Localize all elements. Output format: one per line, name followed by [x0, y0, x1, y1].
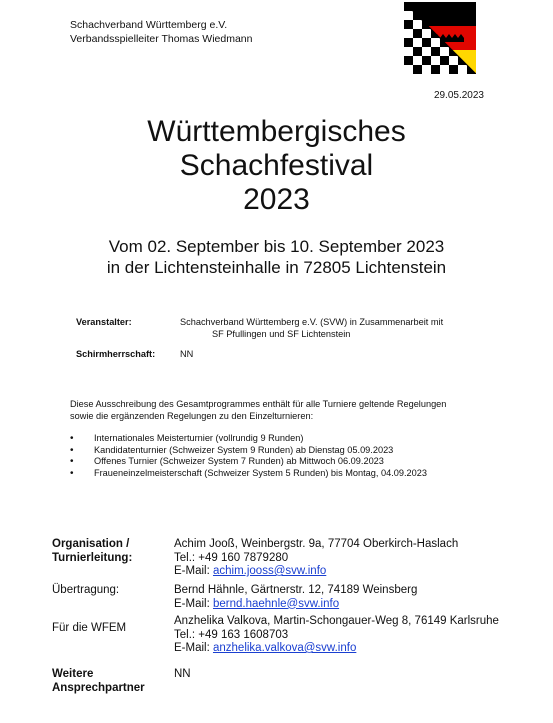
contact-broadcast-details	[174, 584, 544, 611]
sender-organization: Schachverband Württemberg e.V.	[70, 19, 228, 31]
subtitle-dates: Vom 02. September bis 10. September 2023	[108, 237, 445, 256]
label-line: Ansprechpartner	[52, 681, 145, 694]
patronage-value: NN	[180, 349, 194, 359]
subtitle-location: in der Lichtensteinhalle in 72805 Lichtenstein	[106, 258, 447, 277]
email-prefix: E-Mail:	[174, 642, 213, 654]
contact-further-label	[52, 668, 162, 695]
contact-name: Anzhelika Valkova, Martin-Schongauer-Weg 8, 76149 Karlsruhe	[174, 615, 499, 627]
label-line: Turnierleitung:	[52, 551, 133, 564]
document-date: 29.05.2023	[433, 90, 484, 101]
contact-phone: Tel.: +49 160 7879280	[174, 551, 289, 564]
contact-broadcast-label: Übertragung:	[52, 584, 120, 596]
organizer-line-2: SF Pfullingen und SF Lichtenstein	[212, 329, 351, 339]
list-item: • Fraueneinzelmeisterschaft (Schweizer System 5 Runden) bis Montag, 04.09.2023	[70, 468, 510, 480]
contact-further-value: NN	[174, 668, 191, 680]
svw-logo-icon	[404, 2, 476, 74]
patronage-label: Schirmherrschaft:	[76, 349, 156, 359]
intro-line-1: Diese Ausschreibung des Gesamtprogrammes enthält für alle Turniere geltende Regelungen	[70, 399, 447, 409]
document-title	[0, 115, 553, 217]
email-prefix: E-Mail:	[174, 597, 213, 610]
list-item: • Offenes Turnier (Schweizer System 7 Runden) ab Mittwoch 06.09.2023	[70, 456, 510, 468]
event-dates-location	[0, 236, 553, 278]
email-link[interactable]: bernd.haehnle@svw.info	[212, 597, 340, 610]
contact-email-line	[174, 642, 544, 656]
title-line-1: Württembergisches	[147, 115, 406, 148]
title-line-2: Schachfestival	[179, 149, 374, 182]
title-year: 2023	[243, 183, 310, 216]
list-item: • Internationales Meisterturnier (vollrundig 9 Runden)	[70, 433, 510, 445]
intro-line-2: sowie die ergänzenden Regelungen zu den Einzelturnieren:	[70, 411, 314, 421]
label-line: Weitere	[52, 668, 94, 680]
contact-name: Achim Jooß, Weinbergstr. 9a, 77704 Oberkirch-Haslach	[174, 538, 459, 550]
contact-name: Bernd Hähnle, Gärtnerstr. 12, 74189 Weinsberg	[174, 584, 418, 596]
contact-email-line	[174, 598, 544, 612]
list-item: • Kandidatenturnier (Schweizer System 9 Runden) ab Dienstag 05.09.2023	[70, 445, 510, 457]
email-link[interactable]: achim.jooss@svw.info	[212, 565, 327, 577]
label-line: Organisation /	[52, 538, 130, 550]
contact-wfem-label: Für die WFEM	[52, 622, 127, 634]
sender-person: Verbandsspielleiter Thomas Wiedmann	[70, 33, 253, 45]
organizer-label: Veranstalter:	[76, 317, 132, 327]
sender-block	[70, 18, 252, 46]
contact-organisation-label	[52, 538, 162, 565]
contact-organisation-details	[174, 538, 544, 579]
contact-email-line	[174, 565, 544, 579]
intro-text	[70, 398, 446, 422]
tournament-list	[70, 433, 510, 479]
contact-phone: Tel.: +49 163 1608703	[174, 628, 289, 641]
email-link[interactable]: anzhelika.valkova@svw.info	[212, 642, 357, 654]
organizer-line-1: Schachverband Württemberg e.V. (SVW) in Zusammenarbeit mit	[180, 317, 444, 327]
email-prefix: E-Mail:	[174, 565, 213, 577]
contact-wfem-details	[174, 615, 544, 656]
